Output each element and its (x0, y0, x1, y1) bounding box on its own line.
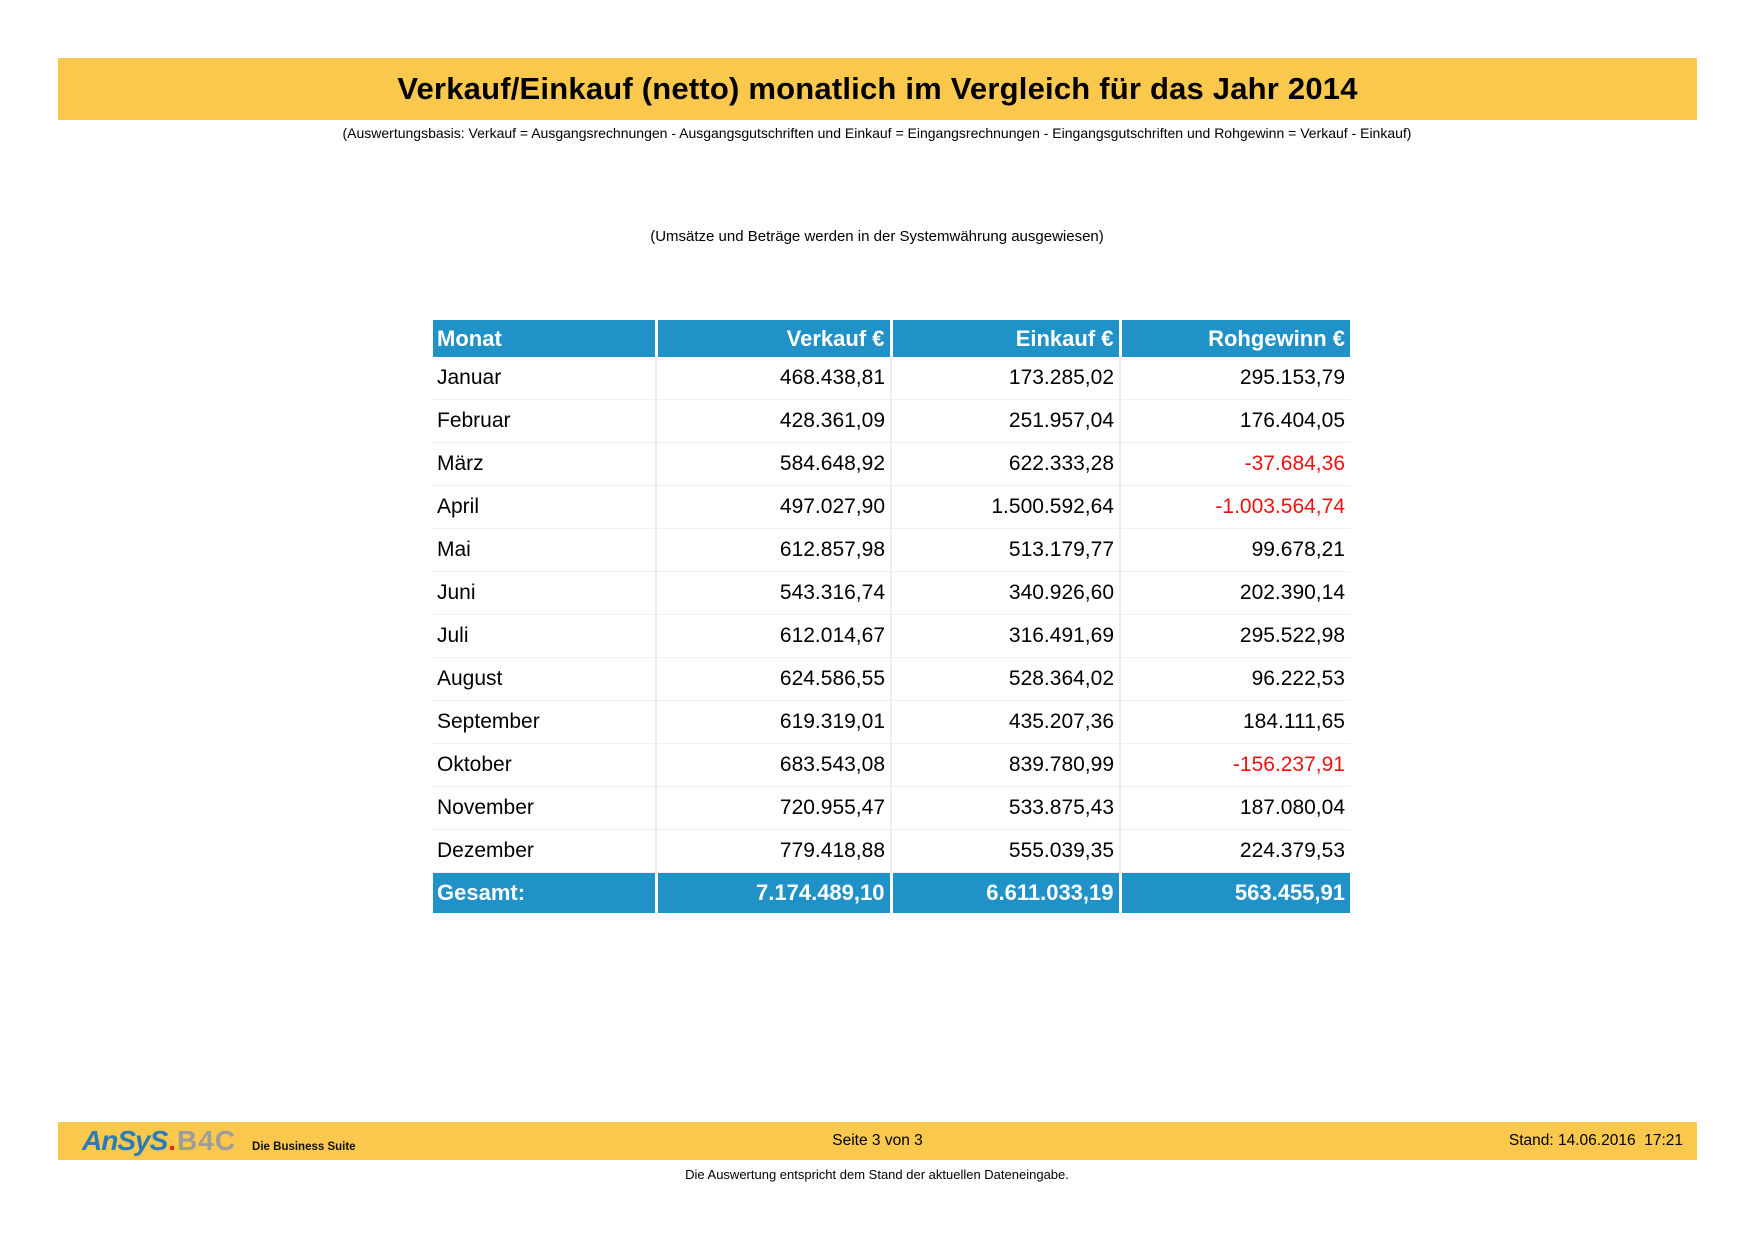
verkauf-cell: 428.361,09 (656, 400, 891, 443)
rohgewinn-cell: 99.678,21 (1120, 529, 1350, 572)
rohgewinn-cell: 96.222,53 (1120, 658, 1350, 701)
verkauf-cell: 779.418,88 (656, 830, 891, 873)
table-row (433, 658, 1350, 701)
title-banner (58, 58, 1697, 120)
footer-note: Die Auswertung entspricht dem Stand der aktuellen Dateneingabe. (685, 1167, 1069, 1182)
column-header-verkauf: Verkauf € (656, 320, 891, 357)
logo-ansys-text: AnSyS (82, 1125, 168, 1156)
month-cell: Januar (433, 357, 656, 400)
table-row (433, 357, 1350, 400)
column-header-monat: Monat (433, 320, 656, 357)
column-header-rohgewinn: Rohgewinn € (1120, 320, 1350, 357)
report-table (433, 320, 1350, 913)
rohgewinn-cell: -37.684,36 (1120, 443, 1350, 486)
rohgewinn-cell: 176.404,05 (1120, 400, 1350, 443)
month-cell: August (433, 658, 656, 701)
table-row (433, 400, 1350, 443)
total-verkauf-cell: 7.174.489,10 (656, 873, 891, 914)
month-cell: Oktober (433, 744, 656, 787)
logo-tagline: Die Business Suite (252, 1141, 356, 1153)
total-row (433, 873, 1350, 914)
rohgewinn-cell: 295.153,79 (1120, 357, 1350, 400)
ansys-b4c-logo (58, 1125, 356, 1157)
rohgewinn-cell: 184.111,65 (1120, 701, 1350, 744)
table-row (433, 787, 1350, 830)
table-row (433, 529, 1350, 572)
table-row (433, 615, 1350, 658)
verkauf-cell: 497.027,90 (656, 486, 891, 529)
rohgewinn-cell: 187.080,04 (1120, 787, 1350, 830)
report-table-wrapper (433, 320, 1350, 913)
stand-timestamp: Stand: 14.06.2016 17:21 (1508, 1132, 1683, 1149)
logo-b4c-text: B4C (177, 1125, 237, 1156)
einkauf-cell: 251.957,04 (891, 400, 1120, 443)
rohgewinn-cell: 202.390,14 (1120, 572, 1350, 615)
page-title: Verkauf/Einkauf (netto) monatlich im Vergleich für das Jahr 2014 (397, 71, 1358, 106)
verkauf-cell: 584.648,92 (656, 443, 891, 486)
einkauf-cell: 340.926,60 (891, 572, 1120, 615)
total-label-cell: Gesamt: (433, 873, 656, 914)
verkauf-cell: 619.319,01 (656, 701, 891, 744)
rohgewinn-cell: 224.379,53 (1120, 830, 1350, 873)
page-number: Seite 3 von 3 (832, 1132, 923, 1149)
column-header-einkauf: Einkauf € (891, 320, 1120, 357)
verkauf-cell: 624.586,55 (656, 658, 891, 701)
einkauf-cell: 533.875,43 (891, 787, 1120, 830)
rohgewinn-cell: 295.522,98 (1120, 615, 1350, 658)
month-cell: März (433, 443, 656, 486)
month-rows (433, 357, 1350, 873)
verkauf-cell: 543.316,74 (656, 572, 891, 615)
month-cell: September (433, 701, 656, 744)
einkauf-cell: 839.780,99 (891, 744, 1120, 787)
table-row (433, 443, 1350, 486)
einkauf-cell: 1.500.592,64 (891, 486, 1120, 529)
total-einkauf-cell: 6.611.033,19 (891, 873, 1120, 914)
rohgewinn-cell: -156.237,91 (1120, 744, 1350, 787)
verkauf-cell: 468.438,81 (656, 357, 891, 400)
month-cell: Dezember (433, 830, 656, 873)
verkauf-cell: 612.857,98 (656, 529, 891, 572)
table-row (433, 486, 1350, 529)
table-header-row (433, 320, 1350, 357)
einkauf-cell: 622.333,28 (891, 443, 1120, 486)
month-cell: Februar (433, 400, 656, 443)
verkauf-cell: 720.955,47 (656, 787, 891, 830)
currency-note: (Umsätze und Beträge werden in der Systemwährung ausgewiesen) (650, 228, 1104, 245)
verkauf-cell: 612.014,67 (656, 615, 891, 658)
einkauf-cell: 173.285,02 (891, 357, 1120, 400)
einkauf-cell: 555.039,35 (891, 830, 1120, 873)
evaluation-basis-note: (Auswertungsbasis: Verkauf = Ausgangsrechnungen - Ausgangsgutschriften und Einkauf = Eingangsrechnungen - Eingangsgutschriften und Rohgewinn = Verkauf - Einkauf) (342, 125, 1412, 141)
einkauf-cell: 316.491,69 (891, 615, 1120, 658)
month-cell: Juni (433, 572, 656, 615)
month-cell: April (433, 486, 656, 529)
month-cell: Mai (433, 529, 656, 572)
table-row (433, 830, 1350, 873)
table-row (433, 701, 1350, 744)
total-rohgewinn-cell: 563.455,91 (1120, 873, 1350, 914)
month-cell: November (433, 787, 656, 830)
footer-bar (58, 1122, 1697, 1160)
einkauf-cell: 435.207,36 (891, 701, 1120, 744)
table-row (433, 744, 1350, 787)
month-cell: Juli (433, 615, 656, 658)
logo-dot: . (168, 1125, 177, 1156)
table-row (433, 572, 1350, 615)
einkauf-cell: 513.179,77 (891, 529, 1120, 572)
rohgewinn-cell: -1.003.564,74 (1120, 486, 1350, 529)
einkauf-cell: 528.364,02 (891, 658, 1120, 701)
verkauf-cell: 683.543,08 (656, 744, 891, 787)
